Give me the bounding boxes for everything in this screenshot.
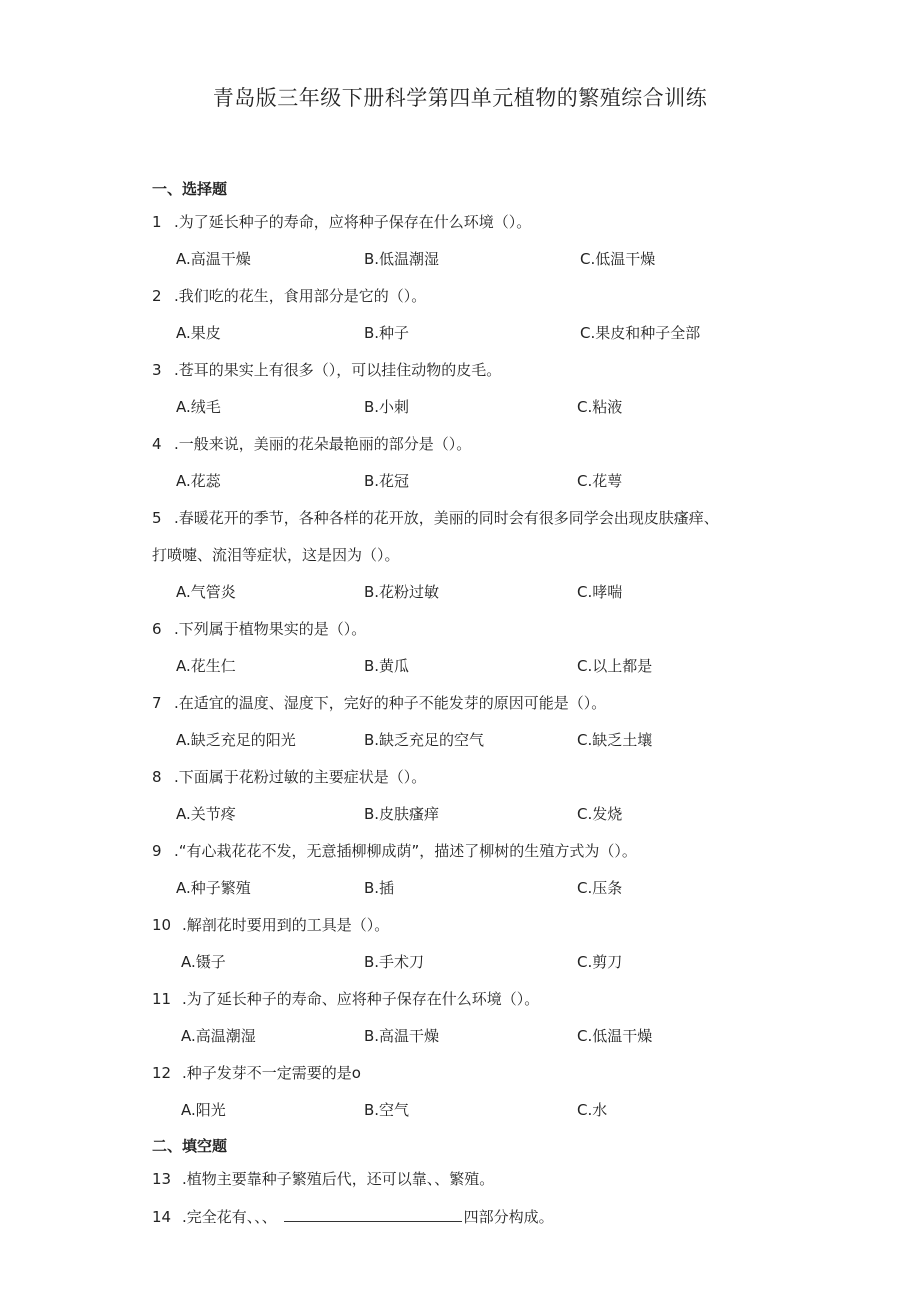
question-9 bbox=[152, 840, 637, 861]
question-11 bbox=[152, 988, 539, 1009]
option-a: A.果皮 bbox=[176, 324, 221, 342]
option-a: A.花生仁 bbox=[176, 657, 236, 675]
question-5 bbox=[152, 507, 719, 528]
question-10 bbox=[152, 914, 389, 935]
question-12 bbox=[152, 1062, 361, 1083]
question-text: .下列属于植物果实的是（）。 bbox=[174, 620, 367, 638]
question-text: .春暖花开的季节，各种各样的花开放，美丽的同时会有很多同学会出现皮肤瘙痒、 bbox=[174, 509, 719, 527]
question-number: 12 bbox=[152, 1064, 172, 1082]
question-3 bbox=[152, 359, 501, 380]
question-14 bbox=[152, 1206, 554, 1227]
question-number: 9 bbox=[152, 842, 162, 860]
question-6 bbox=[152, 618, 366, 639]
option-a: A.花蕊 bbox=[176, 472, 221, 490]
option-b: B.插 bbox=[364, 879, 395, 897]
question-number: 3 bbox=[152, 361, 162, 379]
option-c: C.哮喘 bbox=[577, 583, 623, 601]
question-text: .种子发芽不一定需要的是o bbox=[182, 1064, 361, 1082]
question-text: .在适宜的温度、湿度下，完好的种子不能发芽的原因可能是（）。 bbox=[174, 694, 607, 712]
question-2 bbox=[152, 285, 426, 306]
question-number: 6 bbox=[152, 620, 162, 638]
option-a: A.气管炎 bbox=[176, 583, 236, 601]
option-a: A.高温干燥 bbox=[176, 250, 251, 268]
option-a: A.缺乏充足的阳光 bbox=[176, 731, 296, 749]
section-fill-heading: 二、填空题 bbox=[152, 1137, 228, 1155]
option-c: C.花萼 bbox=[577, 472, 623, 490]
option-c: C.剪刀 bbox=[577, 953, 623, 971]
option-c: C.水 bbox=[577, 1101, 608, 1119]
option-a: A.绒毛 bbox=[176, 398, 221, 416]
option-a: A.关节疼 bbox=[176, 805, 236, 823]
question-text: .“有心栽花花不发，无意插柳柳成荫”，描述了柳树的生殖方式为（）。 bbox=[174, 842, 637, 860]
question-4 bbox=[152, 433, 471, 454]
question-number: 13 bbox=[152, 1170, 172, 1188]
question-number: 14 bbox=[152, 1208, 172, 1226]
question-text: .解剖花时要用到的工具是（）。 bbox=[182, 916, 390, 934]
option-b: B.种子 bbox=[364, 324, 410, 342]
option-c: C.发烧 bbox=[577, 805, 623, 823]
option-b: B.低温潮湿 bbox=[364, 250, 440, 268]
question-text: .完全花有、、、 bbox=[182, 1208, 277, 1226]
option-b: B.皮肤瘙痒 bbox=[364, 805, 440, 823]
question-1 bbox=[152, 211, 531, 232]
question-5-continued: 打喷嚏、流泪等症状，这是因为（）。 bbox=[152, 546, 400, 564]
option-b: B.缺乏充足的空气 bbox=[364, 731, 485, 749]
page-title: 青岛版三年级下册科学第四单元植物的繁殖综合训练 bbox=[212, 86, 708, 110]
option-b: B.小刺 bbox=[364, 398, 410, 416]
question-7 bbox=[152, 692, 606, 713]
option-b: B.空气 bbox=[364, 1101, 410, 1119]
question-number: 10 bbox=[152, 916, 172, 934]
option-a: A.镊子 bbox=[181, 953, 226, 971]
question-text: .植物主要靠种子繁殖后代，还可以靠、、繁殖。 bbox=[182, 1170, 495, 1188]
option-c: C.果皮和种子全部 bbox=[580, 324, 701, 342]
option-c: C.低温干燥 bbox=[580, 250, 656, 268]
question-number: 2 bbox=[152, 287, 162, 305]
question-number: 11 bbox=[152, 990, 172, 1008]
option-b: B.黄瓜 bbox=[364, 657, 410, 675]
question-13 bbox=[152, 1168, 494, 1189]
option-c: C.缺乏土壤 bbox=[577, 731, 653, 749]
option-c: C.低温干燥 bbox=[577, 1027, 653, 1045]
question-text: .我们吃的花生，食用部分是它的（）。 bbox=[174, 287, 427, 305]
question-number: 1 bbox=[152, 213, 162, 231]
option-a: A.种子繁殖 bbox=[176, 879, 251, 897]
question-text: .为了延长种子的寿命，应将种子保存在什么环境（）。 bbox=[174, 213, 532, 231]
option-b: B.花粉过敏 bbox=[364, 583, 440, 601]
answer-blank[interactable] bbox=[284, 1207, 462, 1222]
question-text: .为了延长种子的寿命、应将种子保存在什么环境（）。 bbox=[182, 990, 540, 1008]
question-text: .苍耳的果实上有很多（），可以挂住动物的皮毛。 bbox=[174, 361, 502, 379]
section-choice-heading: 一、选择题 bbox=[152, 180, 228, 198]
question-8 bbox=[152, 766, 426, 787]
option-b: B.高温干燥 bbox=[364, 1027, 440, 1045]
option-a: A.阳光 bbox=[181, 1101, 226, 1119]
question-text: .一般来说，美丽的花朵最艳丽的部分是（）。 bbox=[174, 435, 472, 453]
question-text-after: 四部分构成。 bbox=[463, 1208, 554, 1226]
option-c: C.粘液 bbox=[577, 398, 623, 416]
option-c: C.压条 bbox=[577, 879, 623, 897]
option-b: B.手术刀 bbox=[364, 953, 425, 971]
question-number: 5 bbox=[152, 509, 162, 527]
option-a: A.高温潮湿 bbox=[181, 1027, 256, 1045]
question-number: 8 bbox=[152, 768, 162, 786]
question-text: .下面属于花粉过敏的主要症状是（）。 bbox=[174, 768, 427, 786]
question-number: 4 bbox=[152, 435, 162, 453]
option-b: B.花冠 bbox=[364, 472, 410, 490]
question-number: 7 bbox=[152, 694, 162, 712]
option-c: C.以上都是 bbox=[577, 657, 653, 675]
